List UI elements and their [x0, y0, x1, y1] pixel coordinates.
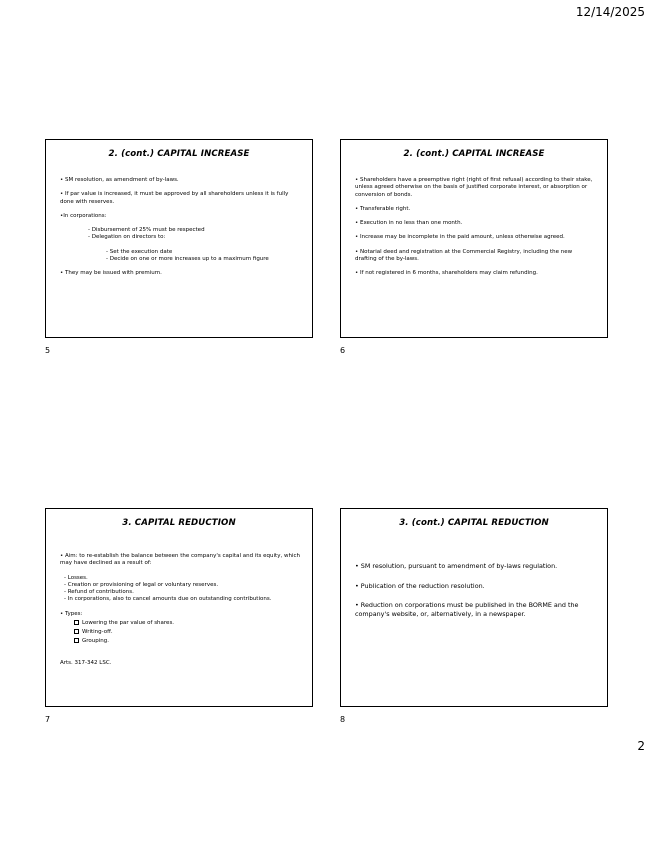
bullet: • Reduction on corporations must be published in the BORME and the company's website, or, alternatively, in a newspaper.	[355, 601, 579, 618]
bullet: • Increase may be incomplete in the paid amount, unless otherwise agreed.	[355, 234, 565, 241]
slide-body	[355, 177, 595, 284]
slide-number: 5	[45, 346, 51, 355]
slide-number: 6	[340, 346, 346, 355]
checkbox-icon	[74, 620, 79, 625]
bullet: • Notarial deed and registration at the Commercial Registry, including the new drafting of the by-laws.	[355, 248, 573, 262]
sub-bullet: - In corporations, also to cancel amounts due on outstanding contributions.	[64, 596, 272, 603]
sub-bullet: - Losses.	[64, 574, 88, 581]
bullet: • Publication of the reduction resolution.	[355, 581, 485, 590]
bullet: • SM resolution, pursuant to amendment of by-laws regulation.	[355, 562, 558, 570]
slide-title: 2. (cont.) CAPITAL INCREASE	[108, 149, 250, 159]
sub-bullet: - Refund of contributions.	[64, 589, 134, 595]
slide-title: 2. (cont.) CAPITAL INCREASE	[403, 149, 545, 159]
bullet: • They may be issued with premium.	[60, 270, 162, 276]
page-number: 2	[637, 739, 645, 753]
sub-sub-bullet: - Set the execution date	[106, 248, 173, 255]
type-item: Grouping.	[74, 638, 300, 645]
checkbox-icon	[74, 638, 79, 643]
bullet: • Execution in no less than one month.	[355, 220, 463, 226]
bullet: • Shareholders have a preemptive right (right of first refusal) according to their stake, unless agreed otherwise on the basis of justified corporate interest, or absorption or conversion of bonds.	[355, 177, 593, 198]
slide-6	[340, 139, 608, 338]
slide-number: 8	[340, 715, 346, 724]
slide-title: 3. (cont.) CAPITAL REDUCTION	[399, 518, 549, 528]
bullet: • SM resolution, as amendment of by-laws.	[60, 177, 179, 183]
sub-bullet: - Delegation on directors to:	[88, 234, 166, 241]
sub-bullet: - Creation or provisioning of legal or voluntary reserves.	[64, 581, 219, 588]
bullet: • Transferable right.	[355, 205, 411, 212]
slide-number: 7	[45, 715, 51, 724]
bullet: • Types:	[60, 610, 83, 617]
reference-note: Arts. 317-342 LSC.	[60, 659, 112, 666]
slide-body	[60, 553, 300, 667]
bullet: • If par value is increased, it must be approved by all shareholders unless it is fully done with reserves.	[60, 191, 289, 205]
type-item: Lowering the par value of shares.	[74, 620, 300, 627]
slide-body	[60, 177, 300, 284]
bullet: • Aim: to re-establish the balance between the company's capital and its equity, which may have declined as a result of:	[60, 553, 300, 567]
slide-title: 3. CAPITAL REDUCTION	[122, 518, 236, 528]
type-item: Writing-off.	[74, 629, 300, 636]
sub-sub-bullet: - Decide on one or more increases up to a maximum figure	[106, 255, 269, 262]
slide-5	[45, 139, 313, 338]
slide-7	[45, 508, 313, 707]
bullet: • If not registered in 6 months, shareholders may claim refunding.	[355, 270, 538, 276]
slide-8	[340, 508, 608, 707]
bullet: •In corporations:	[60, 212, 107, 219]
slide-body	[355, 562, 595, 626]
checkbox-icon	[74, 629, 79, 634]
print-date: 12/14/2025	[575, 5, 645, 19]
sub-bullet: - Disbursement of 25% must be respected	[88, 227, 205, 233]
